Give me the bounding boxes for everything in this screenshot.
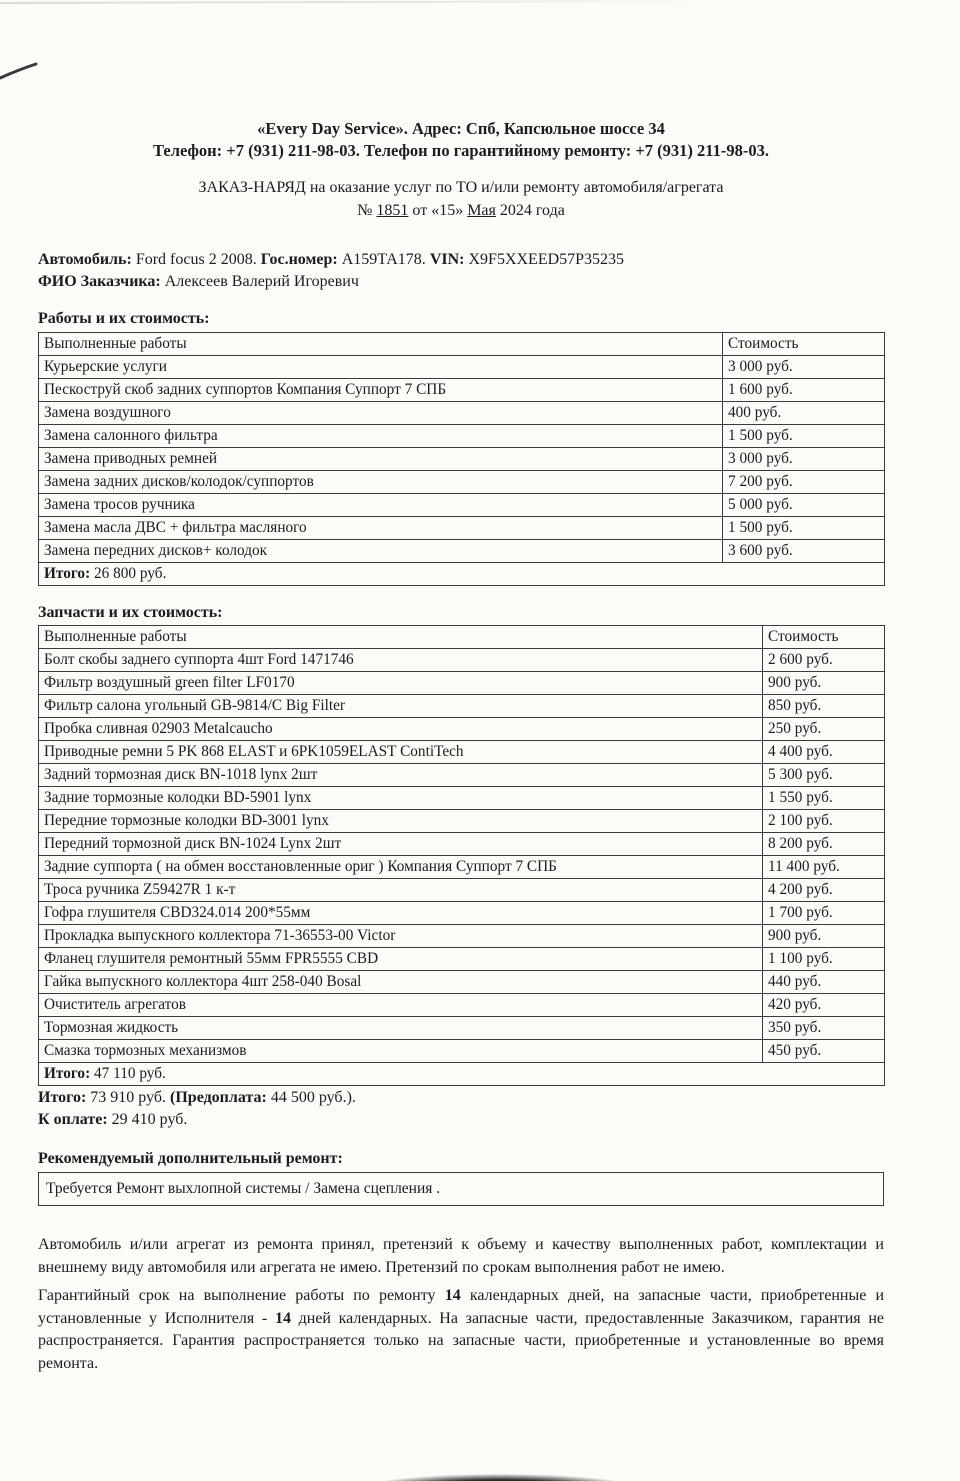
- grand-total-value: 73 910 руб.: [90, 1089, 167, 1106]
- item-name-cell: Замена передних дисков+ колодок: [39, 540, 723, 563]
- item-cost-cell: 900 руб.: [763, 925, 885, 948]
- table-row: [39, 741, 885, 764]
- table-row: [39, 379, 885, 402]
- plate-value: А159ТА178.: [341, 251, 426, 268]
- item-name-cell: Пробка сливная 02903 Metalcaucho: [39, 718, 763, 741]
- item-name-cell: Замена масла ДВС + фильтра масляного: [39, 517, 723, 540]
- parts-total-cell: [39, 1063, 885, 1086]
- car-value: Ford focus 2 2008.: [135, 251, 257, 268]
- table-row: [39, 672, 885, 695]
- customer-label: ФИО Заказчика:: [38, 273, 161, 290]
- table-row: [39, 1017, 885, 1040]
- recommend-section-title: Рекомендуемый дополнительный ремонт:: [38, 1150, 343, 1167]
- table-row: [39, 787, 885, 810]
- company-phone-line: Телефон: +7 (931) 211-98-03. Телефон по гарантийному ремонту: +7 (931) 211-98-03.: [153, 141, 769, 160]
- item-cost-cell: 900 руб.: [763, 672, 885, 695]
- page-curl-mark: [0, 0, 120, 100]
- table-row: [39, 425, 885, 448]
- warranty-days-2: 14: [274, 1309, 291, 1327]
- item-cost-cell: 350 руб.: [763, 1017, 885, 1040]
- order-year: 2024 года: [499, 202, 565, 219]
- item-cost-cell: 11 400 руб.: [763, 856, 885, 879]
- amount-due-value: 29 410 руб.: [111, 1111, 188, 1128]
- warranty-paragraph: [38, 1285, 884, 1375]
- table-row: [39, 994, 885, 1017]
- item-name-cell: Задний тормозная диск BN-1018 lynx 2шт: [39, 764, 763, 787]
- vin-label: VIN:: [429, 251, 465, 268]
- item-name-cell: Передний тормозной диск BN-1024 Lynx 2шт: [39, 833, 763, 856]
- item-cost-cell: 7 200 руб.: [723, 471, 885, 494]
- prepay-value: 44 500 руб.).: [270, 1089, 356, 1106]
- table-row: [39, 494, 885, 517]
- item-cost-cell: 4 400 руб.: [763, 741, 885, 764]
- item-name-cell: Курьерские услуги: [39, 356, 723, 379]
- warranty-seg2b: установленные у Исполнителя -: [38, 1309, 268, 1327]
- item-name-cell: Болт скобы заднего суппорта 4шт Ford 1471746: [39, 649, 763, 672]
- company-header-line: «Every Day Service». Адрес: Спб, Капсюльное шоссе 34: [257, 119, 665, 138]
- table-row: [39, 540, 885, 563]
- item-cost-cell: 440 руб.: [763, 971, 885, 994]
- order-date-mid: от «15»: [412, 202, 464, 219]
- table-row: [39, 856, 885, 879]
- scan-bottom-shadow-artifact: [360, 1474, 640, 1481]
- parts-col-header-name: Выполненные работы: [39, 626, 763, 649]
- item-name-cell: Смазка тормозных механизмов: [39, 1040, 763, 1063]
- table-row: [39, 649, 885, 672]
- car-label: Автомобиль:: [38, 251, 132, 268]
- item-name-cell: Приводные ремни 5 PK 868 ELAST и 6PK1059ELAST ContiTech: [39, 741, 763, 764]
- table-row: [39, 517, 885, 540]
- item-cost-cell: 5 000 руб.: [723, 494, 885, 517]
- item-name-cell: Фильтр салона угольный GB-9814/C Big Filter: [39, 695, 763, 718]
- item-cost-cell: 250 руб.: [763, 718, 885, 741]
- table-row: [39, 810, 885, 833]
- item-name-cell: Задние тормозные колодки BD-5901 lynx: [39, 787, 763, 810]
- order-no-sign: №: [357, 202, 373, 219]
- item-cost-cell: 400 руб.: [723, 402, 885, 425]
- item-name-cell: Замена салонного фильтра: [39, 425, 723, 448]
- warranty-seg2: календарных дней, на запасные части, приобретенные и: [469, 1287, 885, 1304]
- customer-value: Алексеев Валерий Игоревич: [164, 273, 359, 290]
- table-row: [39, 1040, 885, 1063]
- amount-due-line: [38, 1109, 884, 1130]
- item-cost-cell: 3 000 руб.: [723, 448, 885, 471]
- item-name-cell: Замена приводных ремней: [39, 448, 723, 471]
- works-section-title: Работы и их стоимость:: [38, 310, 210, 327]
- item-cost-cell: 3 000 руб.: [723, 356, 885, 379]
- item-cost-cell: 1 100 руб.: [763, 948, 885, 971]
- table-row: [39, 902, 885, 925]
- item-name-cell: Гайка выпускного коллектора 4шт 258-040 Bosal: [39, 971, 763, 994]
- grand-total-label: Итого:: [38, 1089, 87, 1106]
- item-cost-cell: 8 200 руб.: [763, 833, 885, 856]
- vehicle-info-line: [38, 249, 884, 270]
- item-name-cell: Замена тросов ручника: [39, 494, 723, 517]
- vin-value: X9F5XXEED57P35235: [468, 251, 625, 268]
- table-row: [39, 471, 885, 494]
- item-name-cell: Прокладка выпускного коллектора 71-36553-00 Victor: [39, 925, 763, 948]
- plate-label: Гос.номер:: [260, 251, 338, 268]
- item-name-cell: Гофра глушителя CBD324.014 200*55мм: [39, 902, 763, 925]
- table-row: [39, 948, 885, 971]
- item-cost-cell: 2 600 руб.: [763, 649, 885, 672]
- item-cost-cell: 1 600 руб.: [723, 379, 885, 402]
- order-month: Мая: [467, 202, 496, 219]
- table-row: [39, 764, 885, 787]
- table-row: [39, 879, 885, 902]
- item-cost-cell: 2 100 руб.: [763, 810, 885, 833]
- item-cost-cell: 3 600 руб.: [723, 540, 885, 563]
- warranty-days-1: 14: [444, 1287, 461, 1304]
- table-row: [39, 833, 885, 856]
- customer-info-line: [38, 271, 884, 292]
- works-col-header-cost: Стоимость: [723, 333, 885, 356]
- table-row: [39, 718, 885, 741]
- parts-total-label: Итого:: [44, 1065, 91, 1082]
- item-cost-cell: 420 руб.: [763, 994, 885, 1017]
- item-cost-cell: 1 700 руб.: [763, 902, 885, 925]
- item-name-cell: Задние суппорта ( на обмен восстановленные ориг ) Компания Суппорт 7 СПБ: [39, 856, 763, 879]
- recommend-text-box: [38, 1172, 884, 1206]
- item-cost-cell: 1 550 руб.: [763, 787, 885, 810]
- grand-total-line: [38, 1087, 884, 1108]
- item-name-cell: Передние тормозные колодки BD-3001 lynx: [39, 810, 763, 833]
- recommend-text: Требуется Ремонт выхлопной системы / Замена сцепления .: [46, 1180, 441, 1197]
- item-cost-cell: 850 руб.: [763, 695, 885, 718]
- item-name-cell: Очиститель агрегатов: [39, 994, 763, 1017]
- parts-table-body: [39, 649, 885, 1063]
- works-col-header-name: Выполненные работы: [39, 333, 723, 356]
- item-name-cell: Замена задних дисков/колодок/суппортов: [39, 471, 723, 494]
- table-row: [39, 356, 885, 379]
- works-table-body: [39, 356, 885, 563]
- item-name-cell: Фланец глушителя ремонтный 55мм FPR5555 CBD: [39, 948, 763, 971]
- item-name-cell: Тормозная жидкость: [39, 1017, 763, 1040]
- amount-due-label: К оплате:: [38, 1111, 108, 1128]
- item-name-cell: Замена воздушного: [39, 402, 723, 425]
- table-row: [39, 971, 885, 994]
- item-name-cell: Фильтр воздушный green filter LF0170: [39, 672, 763, 695]
- works-total-cell: [39, 563, 885, 586]
- document-title: ЗАКАЗ-НАРЯД на оказание услуг по ТО и/или ремонту автомобиля/агрегата: [198, 179, 724, 196]
- item-cost-cell: 450 руб.: [763, 1040, 885, 1063]
- table-row: [39, 695, 885, 718]
- item-cost-cell: 4 200 руб.: [763, 879, 885, 902]
- order-number-line: [38, 200, 884, 221]
- works-total-value: 26 800 руб.: [94, 565, 167, 582]
- parts-table: [38, 625, 885, 1086]
- warranty-seg1: Гарантийный срок на выполнение работы по ремонту: [38, 1287, 436, 1304]
- table-row: [39, 925, 885, 948]
- parts-total-row: [39, 1063, 885, 1086]
- parts-total-value: 47 110 руб.: [94, 1065, 166, 1082]
- item-name-cell: Пескоструй скоб задних суппортов Компания Суппорт 7 СПБ: [39, 379, 723, 402]
- prepay-label: (Предоплата:: [170, 1089, 267, 1106]
- item-name-cell: Троса ручника Z59427R 1 к-т: [39, 879, 763, 902]
- warranty-seg3: дней календарных. На запасные части, предоставленные Заказчиком, гарантия не распространяется. Гарантия распространяется только на запасные части, приобретенные и установленные во время ремонта.: [38, 1309, 885, 1372]
- table-row: [39, 448, 885, 471]
- parts-section-title: Запчасти и их стоимость:: [38, 604, 223, 621]
- parts-col-header-cost: Стоимость: [763, 626, 885, 649]
- parts-table-header-row: [39, 626, 885, 649]
- item-cost-cell: 1 500 руб.: [723, 517, 885, 540]
- works-total-row: [39, 563, 885, 586]
- item-cost-cell: 5 300 руб.: [763, 764, 885, 787]
- acceptance-paragraph: Автомобиль и/или агрегат из ремонта принял, претензий к объему и качеству выполненных работ, комплектации и внешнему виду автомобиля или агрегата не имею. Претензий по срокам выполнения работ не имею.: [38, 1236, 884, 1276]
- table-row: [39, 402, 885, 425]
- works-total-label: Итого:: [44, 565, 91, 582]
- item-cost-cell: 1 500 руб.: [723, 425, 885, 448]
- works-table: [38, 332, 885, 586]
- order-number: 1851: [376, 202, 409, 219]
- works-table-header-row: [39, 333, 885, 356]
